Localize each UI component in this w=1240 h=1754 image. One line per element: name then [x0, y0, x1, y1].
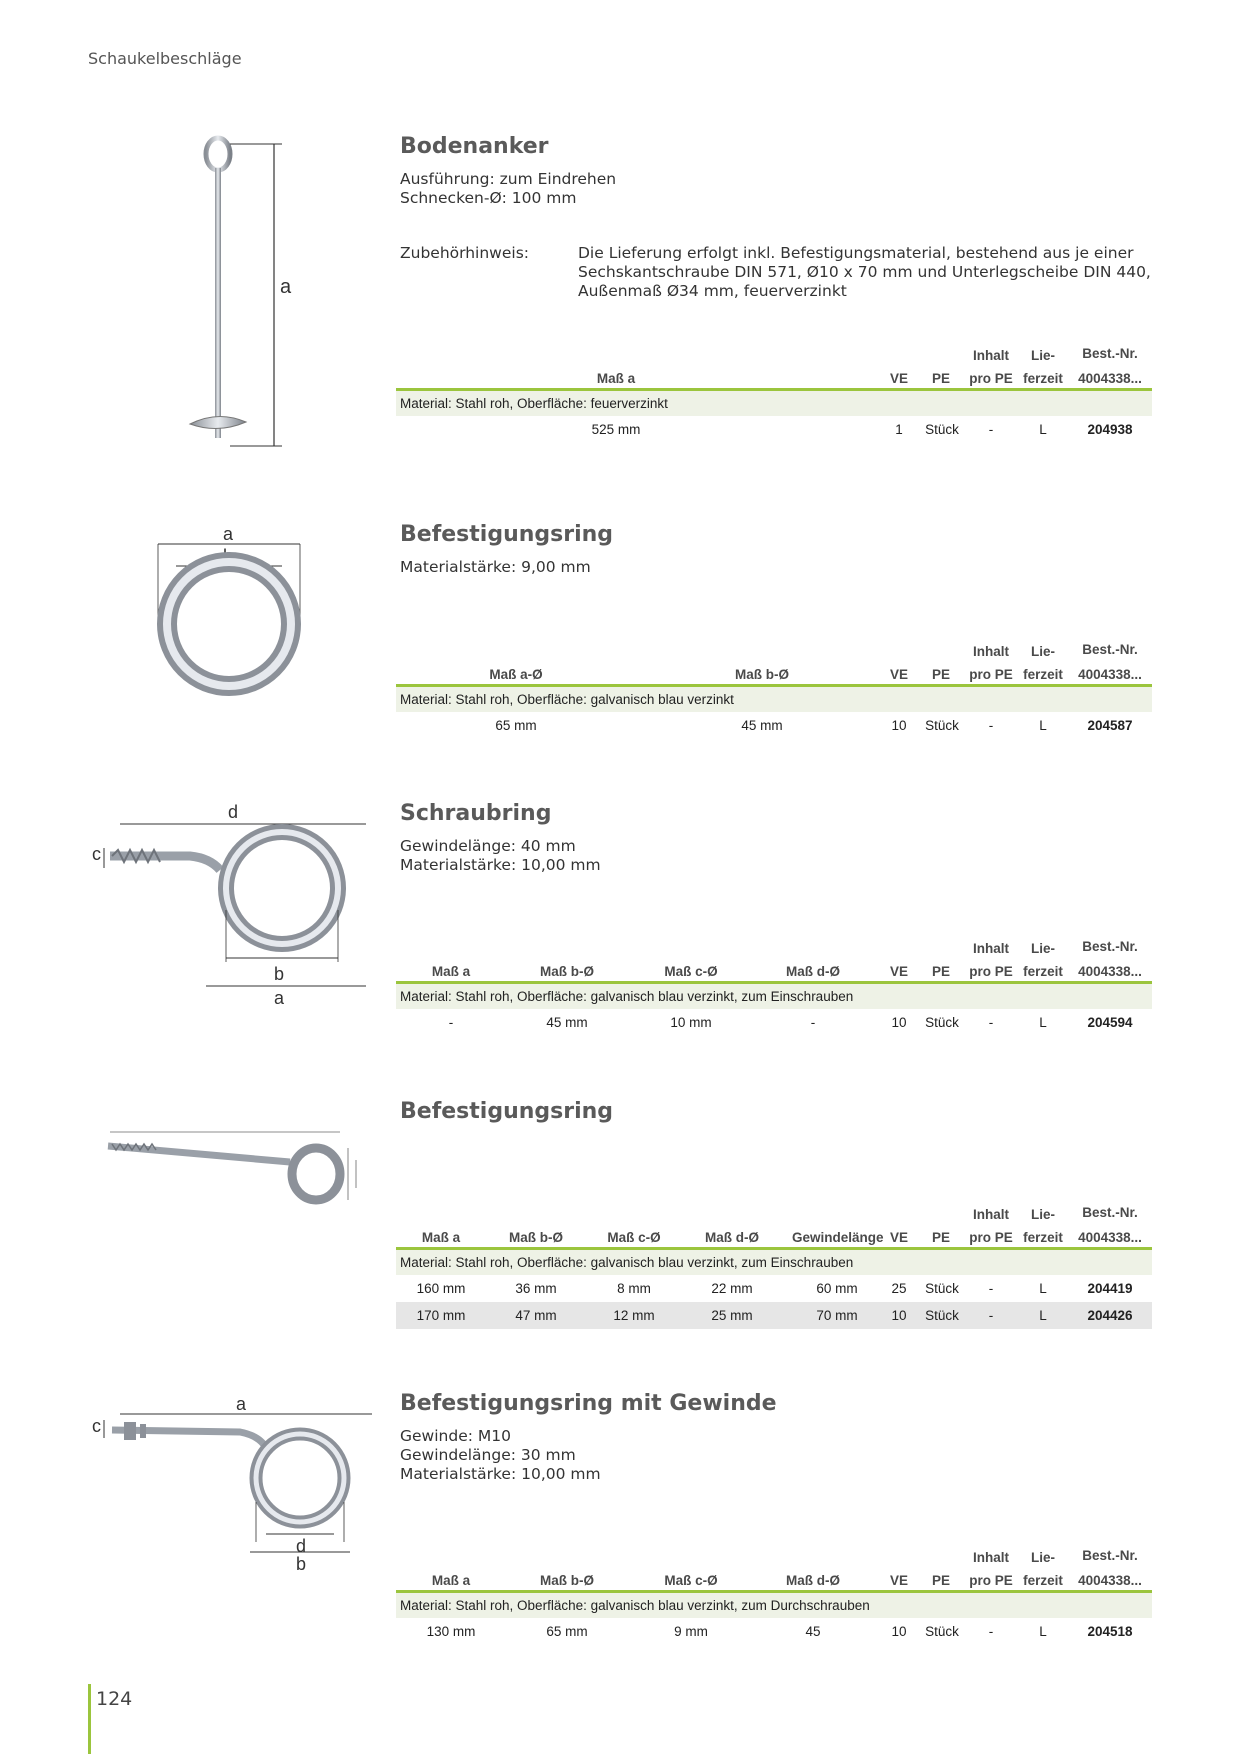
col-best-1: Best.-Nr. — [1082, 346, 1138, 361]
table-header — [396, 1546, 1152, 1590]
s1-spec-1: Ausführung: zum Eindrehen — [400, 170, 617, 188]
col-masz-a: Maß a — [431, 1573, 471, 1588]
cell-masz-a: 525 mm — [591, 422, 641, 437]
s3-table — [396, 937, 1152, 1036]
befestigungsring-gewinde-image — [90, 1392, 376, 1572]
cell-inhalt: - — [988, 422, 994, 437]
table-row — [396, 416, 1152, 443]
page-number: 124 — [96, 1688, 133, 1710]
material-row: Material: Stahl roh, Oberfläche: feuerverzinkt — [396, 388, 1152, 416]
cell-best-nr: 204518 — [1087, 1624, 1133, 1639]
col-masz-c: Maß c-Ø — [664, 1573, 718, 1588]
befestigungsring-image — [90, 526, 376, 726]
cell-lieferzeit: L — [1039, 1308, 1047, 1323]
cell-inhalt: - — [988, 1015, 994, 1030]
cell-masz-a: 170 mm — [416, 1308, 466, 1323]
col-inhalt-1: Inhalt — [973, 644, 1009, 659]
cell-masz-a: 130 mm — [426, 1624, 476, 1639]
cell-masz-d: 25 mm — [711, 1308, 753, 1323]
table-header — [396, 344, 1152, 388]
cell-lieferzeit: L — [1039, 718, 1047, 733]
table-row — [396, 712, 1152, 739]
dim-label-b: b — [274, 964, 285, 984]
s5-table — [396, 1546, 1152, 1645]
s1-note-text: Die Lieferung erfolgt inkl. Befestigungsmaterial, bestehend aus je einer Sechskantschraube DIN 571, Ø10 x 70 mm und Unterlegscheibe DIN 440, Außenmaß Ø34 mm, feuerverzinkt — [578, 244, 1151, 300]
col-inhalt-1: Inhalt — [973, 1207, 1009, 1222]
dim-label-b: b — [223, 546, 234, 566]
col-inhalt-2: pro PE — [969, 1230, 1013, 1245]
col-ve: VE — [889, 1230, 908, 1245]
s3-title: Schraubring — [400, 801, 552, 826]
col-lie-2: ferzeit — [1023, 371, 1063, 386]
col-inhalt-2: pro PE — [969, 1573, 1013, 1588]
cell-masz-c: 9 mm — [674, 1624, 708, 1639]
dim-label-d: d — [228, 802, 239, 822]
befestigungsring-schraube-image — [90, 1116, 376, 1246]
table-row — [396, 1009, 1152, 1036]
dim-label-d: d — [296, 1536, 307, 1556]
cell-best-nr: 204587 — [1087, 718, 1133, 733]
s5-spec-1: Gewinde: M10 — [400, 1427, 511, 1445]
cell-ve: 25 — [891, 1281, 907, 1296]
col-masz-d: Maß d-Ø — [786, 964, 840, 979]
cell-inhalt: - — [988, 1624, 994, 1639]
col-best-1: Best.-Nr. — [1082, 1205, 1138, 1220]
cell-pe: Stück — [925, 1308, 959, 1323]
cell-lieferzeit: L — [1039, 1015, 1047, 1030]
col-best-2: 4004338... — [1078, 964, 1142, 979]
col-masz-b: Maß b-Ø — [735, 667, 789, 682]
col-masz-a: Maß a — [596, 371, 636, 386]
col-inhalt-1: Inhalt — [973, 941, 1009, 956]
col-masz-d: Maß d-Ø — [705, 1230, 759, 1245]
dim-label-a: a — [274, 988, 285, 1008]
table-row — [396, 1302, 1152, 1329]
s1-table — [396, 344, 1152, 443]
cell-inhalt: - — [988, 1281, 994, 1296]
s3-spec-1: Gewindelänge: 40 mm — [400, 837, 576, 855]
cell-lieferzeit: L — [1039, 1281, 1047, 1296]
dim-label-a: a — [280, 276, 292, 298]
col-best-1: Best.-Nr. — [1082, 939, 1138, 954]
dim-label-c: c — [92, 844, 101, 864]
col-best-1: Best.-Nr. — [1082, 642, 1138, 657]
col-inhalt-1: Inhalt — [973, 1550, 1009, 1565]
cell-gewindelaenge: 60 mm — [816, 1281, 858, 1296]
col-masz-b: Maß b-Ø — [509, 1230, 563, 1245]
cell-best-nr: 204594 — [1087, 1015, 1133, 1030]
col-pe: PE — [931, 1573, 950, 1588]
col-best-2: 4004338... — [1078, 1230, 1142, 1245]
s1-title: Bodenanker — [400, 134, 549, 159]
cell-gewindelaenge: 70 mm — [816, 1308, 858, 1323]
page-number-bar — [88, 1684, 91, 1754]
cell-masz-b: 45 mm — [546, 1015, 588, 1030]
col-best-2: 4004338... — [1078, 371, 1142, 386]
col-masz-a: Maß a-Ø — [489, 667, 543, 682]
dim-label-b: b — [296, 1554, 307, 1572]
col-masz-b: Maß b-Ø — [540, 1573, 594, 1588]
col-inhalt-2: pro PE — [969, 371, 1013, 386]
col-lie-1: Lie- — [1030, 1207, 1055, 1222]
s2-title: Befestigungsring — [400, 522, 614, 547]
col-inhalt-2: pro PE — [969, 667, 1013, 682]
cell-masz-b: 65 mm — [546, 1624, 588, 1639]
s1-note-label: Zubehörhinweis: — [400, 244, 529, 262]
col-ve: VE — [889, 371, 908, 386]
dim-label-a: a — [236, 1394, 247, 1414]
col-pe: PE — [931, 964, 950, 979]
cell-ve: 10 — [891, 1624, 907, 1639]
cell-pe: Stück — [925, 422, 959, 437]
material-row: Material: Stahl roh, Oberfläche: galvanisch blau verzinkt, zum Durchschrauben — [396, 1590, 1152, 1618]
col-masz-a: Maß a — [431, 964, 471, 979]
cell-pe: Stück — [925, 1624, 959, 1639]
cell-masz-a: 160 mm — [416, 1281, 466, 1296]
col-masz-a: Maß a — [421, 1230, 461, 1245]
col-lie-1: Lie- — [1030, 644, 1055, 659]
col-pe: PE — [931, 667, 950, 682]
col-lie-2: ferzeit — [1023, 964, 1063, 979]
col-masz-b: Maß b-Ø — [540, 964, 594, 979]
col-lie-1: Lie- — [1030, 941, 1055, 956]
col-masz-c: Maß c-Ø — [607, 1230, 661, 1245]
col-inhalt-2: pro PE — [969, 964, 1013, 979]
s2-table — [396, 640, 1152, 739]
schraubring-image — [90, 800, 376, 1010]
s1-spec-2: Schnecken-Ø: 100 mm — [400, 189, 577, 207]
dim-label-a: a — [223, 526, 234, 544]
table-row — [396, 1275, 1152, 1302]
cell-masz-b: 36 mm — [515, 1281, 557, 1296]
cell-masz-d: - — [810, 1015, 816, 1030]
cell-inhalt: - — [988, 1308, 994, 1323]
col-best-2: 4004338... — [1078, 667, 1142, 682]
cell-pe: Stück — [925, 1281, 959, 1296]
cell-best-nr: 204938 — [1087, 422, 1133, 437]
col-ve: VE — [889, 964, 908, 979]
col-inhalt-1: Inhalt — [973, 348, 1009, 363]
s3-spec-2: Materialstärke: 10,00 mm — [400, 856, 601, 874]
table-header — [396, 640, 1152, 684]
table-header — [396, 1203, 1152, 1247]
cell-masz-a: 65 mm — [495, 718, 537, 733]
material-row: Material: Stahl roh, Oberfläche: galvanisch blau verzinkt, zum Einschrauben — [396, 1247, 1152, 1275]
cell-masz-d: 45 — [805, 1624, 821, 1639]
table-header — [396, 937, 1152, 981]
col-lie-1: Lie- — [1030, 348, 1055, 363]
s4-table — [396, 1203, 1152, 1329]
col-gewindelaenge: Gewindelänge — [792, 1230, 884, 1245]
s5-title: Befestigungsring mit Gewinde — [400, 1391, 777, 1416]
s2-spec-1: Materialstärke: 9,00 mm — [400, 558, 591, 576]
col-pe: PE — [931, 1230, 950, 1245]
col-masz-c: Maß c-Ø — [664, 964, 718, 979]
dim-label-c: c — [92, 1416, 101, 1436]
table-row — [396, 1618, 1152, 1645]
bodenanker-image — [90, 130, 376, 460]
col-lie-1: Lie- — [1030, 1550, 1055, 1565]
material-row: Material: Stahl roh, Oberfläche: galvanisch blau verzinkt, zum Einschrauben — [396, 981, 1152, 1009]
s5-spec-3: Materialstärke: 10,00 mm — [400, 1465, 601, 1483]
cell-ve: 10 — [891, 1308, 907, 1323]
cell-masz-c: 12 mm — [613, 1308, 655, 1323]
col-pe: PE — [931, 371, 950, 386]
col-masz-d: Maß d-Ø — [786, 1573, 840, 1588]
s4-title: Befestigungsring — [400, 1099, 614, 1124]
page-header: Schaukelbeschläge — [88, 49, 242, 68]
cell-best-nr: 204426 — [1087, 1308, 1133, 1323]
cell-masz-a: - — [448, 1015, 454, 1030]
col-lie-2: ferzeit — [1023, 667, 1063, 682]
material-row: Material: Stahl roh, Oberfläche: galvanisch blau verzinkt — [396, 684, 1152, 712]
col-best-2: 4004338... — [1078, 1573, 1142, 1588]
col-lie-2: ferzeit — [1023, 1230, 1063, 1245]
cell-lieferzeit: L — [1039, 1624, 1047, 1639]
cell-ve: 1 — [895, 422, 903, 437]
cell-masz-d: 22 mm — [711, 1281, 753, 1296]
cell-best-nr: 204419 — [1087, 1281, 1133, 1296]
cell-ve: 10 — [891, 1015, 907, 1030]
col-lie-2: ferzeit — [1023, 1573, 1063, 1588]
col-ve: VE — [889, 667, 908, 682]
cell-ve: 10 — [891, 718, 907, 733]
cell-lieferzeit: L — [1039, 422, 1047, 437]
cell-masz-c: 8 mm — [617, 1281, 651, 1296]
cell-masz-b: 47 mm — [515, 1308, 557, 1323]
cell-masz-b: 45 mm — [741, 718, 783, 733]
cell-pe: Stück — [925, 1015, 959, 1030]
col-best-1: Best.-Nr. — [1082, 1548, 1138, 1563]
s5-spec-2: Gewindelänge: 30 mm — [400, 1446, 576, 1464]
cell-inhalt: - — [988, 718, 994, 733]
cell-pe: Stück — [925, 718, 959, 733]
cell-masz-c: 10 mm — [670, 1015, 712, 1030]
col-ve: VE — [889, 1573, 908, 1588]
